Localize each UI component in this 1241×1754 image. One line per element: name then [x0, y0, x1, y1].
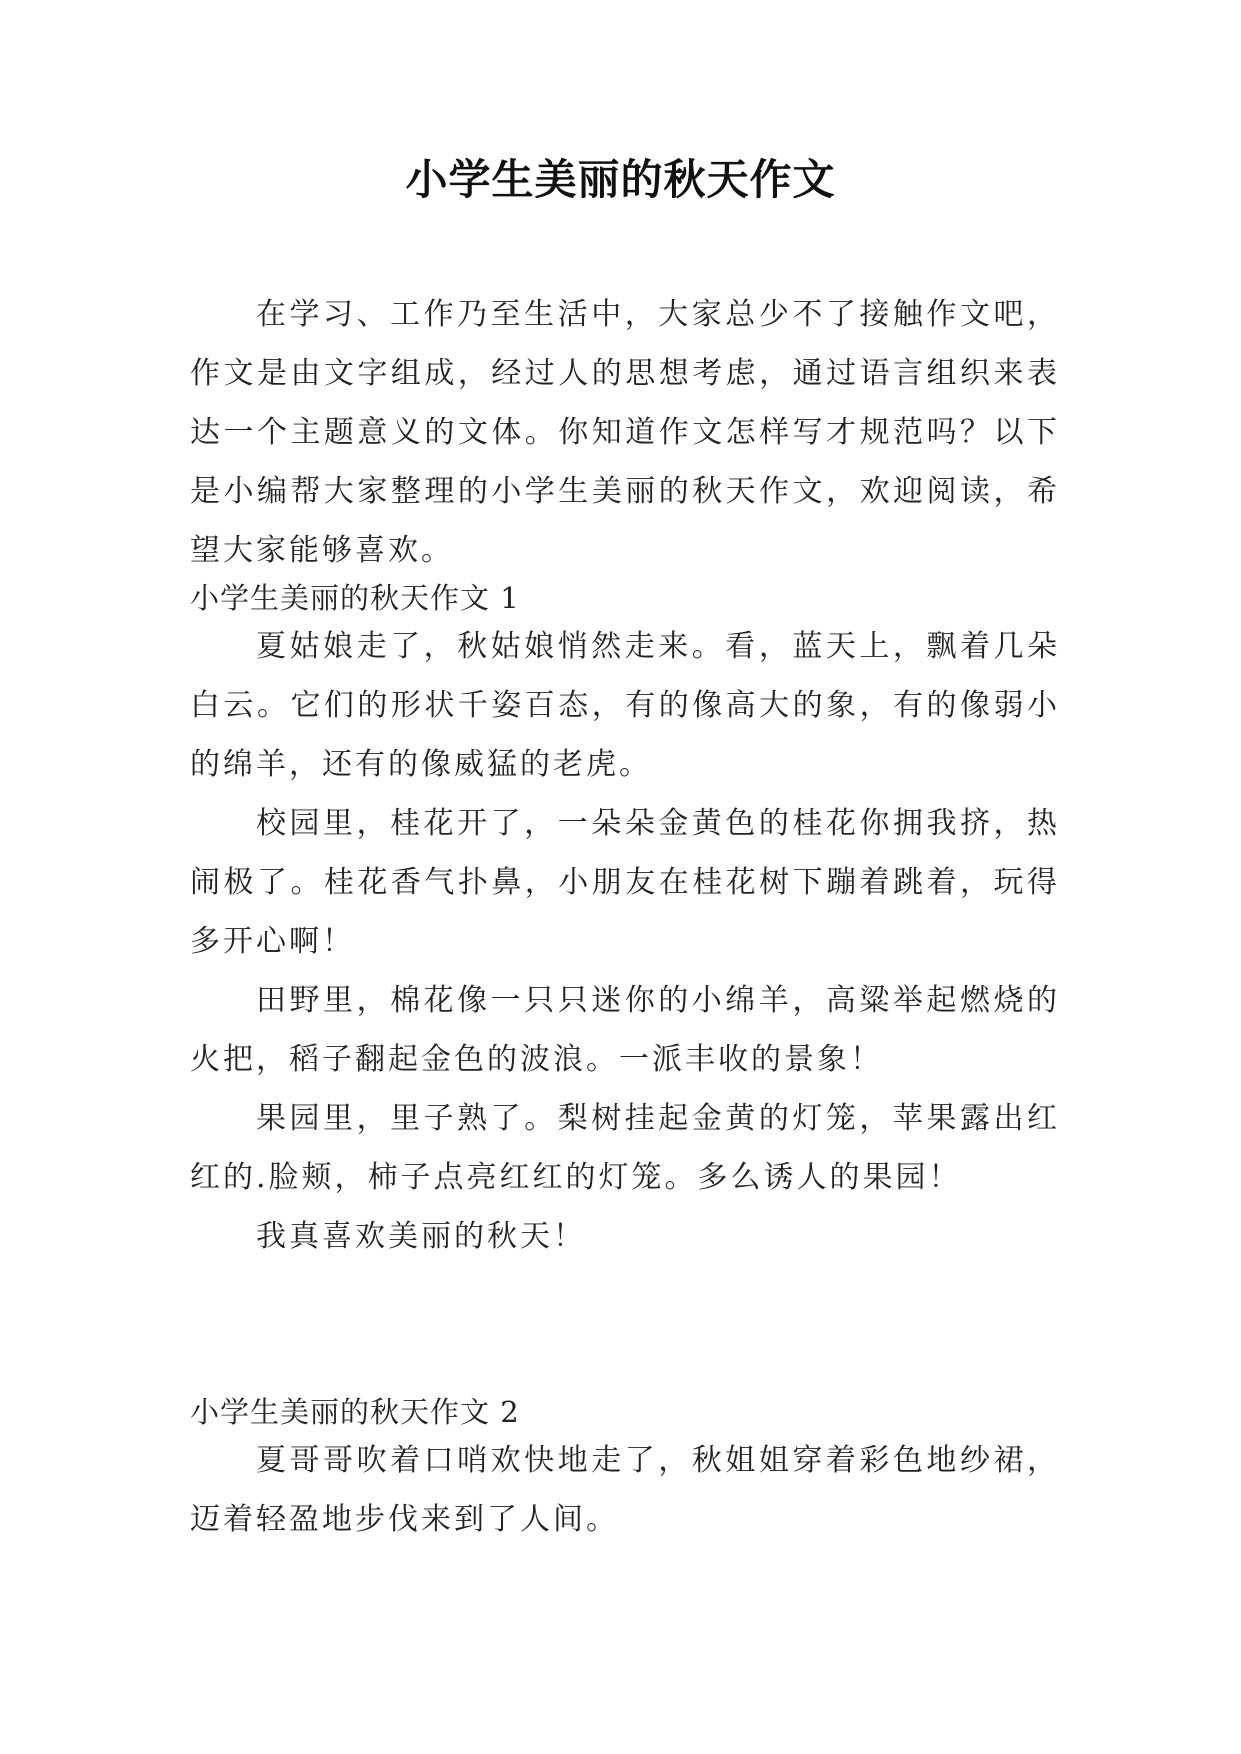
- section-1-paragraph: 我真喜欢美丽的秋天！: [256, 1219, 586, 1254]
- section-1-body: [190, 617, 1060, 1266]
- section-1-paragraph: 田野里，棉花像一只只迷你的小绵羊，高粱举起燃烧的火把，稻子翻起金色的波浪。一派丰收的景象！: [190, 983, 1060, 1077]
- section-1-paragraph: 校园里，桂花开了，一朵朵金黄色的桂花你拥我挤，热闹极了。桂花香气扑鼻，小朋友在桂花树下蹦着跳着，玩得多开心啊！: [190, 806, 1060, 959]
- section-2-body: [190, 1431, 1060, 1549]
- section-heading-2: 小学生美丽的秋天作文 2: [190, 1395, 520, 1429]
- section-2-paragraph: 夏哥哥吹着口哨欢快地走了，秋姐姐穿着彩色地纱裙，迈着轻盈地步伐来到了人间。: [190, 1443, 1060, 1537]
- section-1-paragraph: 夏姑娘走了，秋姑娘悄然走来。看，蓝天上，飘着几朵白云。它们的形状千姿百态，有的像高大的象，有的像弱小的绵羊，还有的像威猛的老虎。: [190, 629, 1060, 782]
- document-title: 小学生美丽的秋天作文: [405, 155, 836, 204]
- section-heading-1: 小学生美丽的秋天作文 1: [190, 581, 520, 615]
- intro-paragraph: 在学习、工作乃至生活中，大家总少不了接触作文吧，作文是由文字组成，经过人的思想考虑，通过语言组织来表达一个主题意义的文体。你知道作文怎样写才规范吗？以下是小编帮大家整理的小学生美丽的秋天作文，欢迎阅读，希望大家能够喜欢。: [190, 297, 1060, 568]
- section-1-paragraph: 果园里，里子熟了。梨树挂起金黄的灯笼，苹果露出红红的.脸颊，柿子点亮红红的灯笼。多么诱人的果园！: [190, 1101, 1060, 1195]
